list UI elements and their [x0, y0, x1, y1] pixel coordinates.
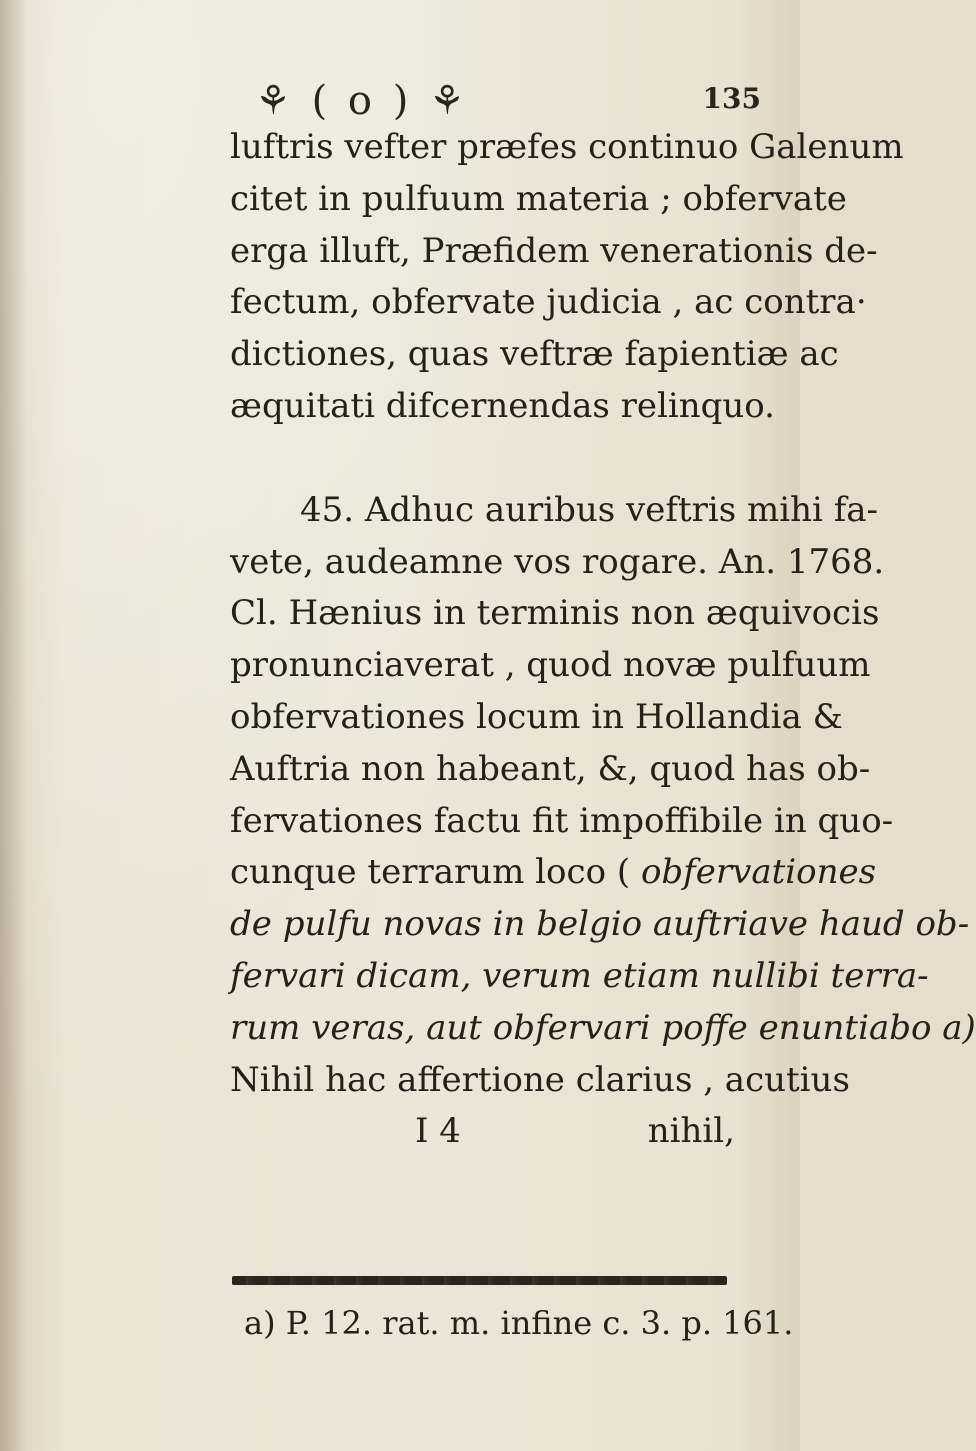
text-line: dictiones, quas veftræ fapientiæ ac	[230, 334, 839, 375]
header-ornament: ⚘ ( o ) ⚘	[255, 78, 469, 124]
section-45-first-line: 45. Adhuc auribus veftris mihi fa-	[300, 489, 879, 530]
italic-line: rum veras, aut obfervari poffe enuntiabo a)	[230, 1007, 976, 1048]
italic-line: de pulfu novas in belgio auftriave haud ob-	[230, 904, 970, 945]
italic-fragment: obfervationes	[640, 852, 877, 893]
running-header	[255, 76, 761, 124]
text-line: pronunciaverat , quod novæ pulfuum	[230, 645, 871, 686]
text-line: fectum, obfervate judicia , ac contra·	[230, 282, 867, 323]
text-line: obfervationes locum in Hollandia &	[230, 696, 843, 737]
text-line: citet in pulfuum materia ; obfervate	[230, 178, 847, 219]
text-line: luftris vefter præfes continuo Galenum	[230, 127, 904, 167]
text-line: erga illuft, Præfidem venerationis de-	[230, 230, 878, 271]
italic-line: fervari dicam, verum etiam nullibi terra-	[230, 955, 929, 996]
page-number: 135	[702, 82, 761, 115]
text-line: Nihil hac affertione clarius , acutius	[230, 1059, 850, 1100]
signature-mark: I 4	[415, 1111, 461, 1152]
text-line: æquitati difcernendas relinquo.	[230, 385, 775, 426]
paragraph-gap	[230, 433, 755, 485]
roman-fragment: cunque terrarum loco (	[230, 852, 631, 893]
text-line: Cl. Hænius in terminis non æquivocis	[230, 593, 880, 634]
footnote: a) P. 12. rat. m. infine c. 3. p. 161.	[244, 1304, 794, 1342]
text-line: Auftria non habeant, &, quod has ob-	[230, 748, 871, 789]
page-edge-shadow	[0, 0, 28, 1451]
text-line: vete, audeamne vos rogare. An. 1768.	[230, 541, 885, 582]
text-line: fervationes factu fit impoffibile in quo-	[230, 800, 894, 841]
catchword: nihil,	[647, 1111, 735, 1152]
footnote-rule	[232, 1276, 727, 1285]
main-text	[230, 122, 976, 1158]
signature-line	[230, 1106, 755, 1158]
mixed-text-line	[230, 847, 877, 899]
